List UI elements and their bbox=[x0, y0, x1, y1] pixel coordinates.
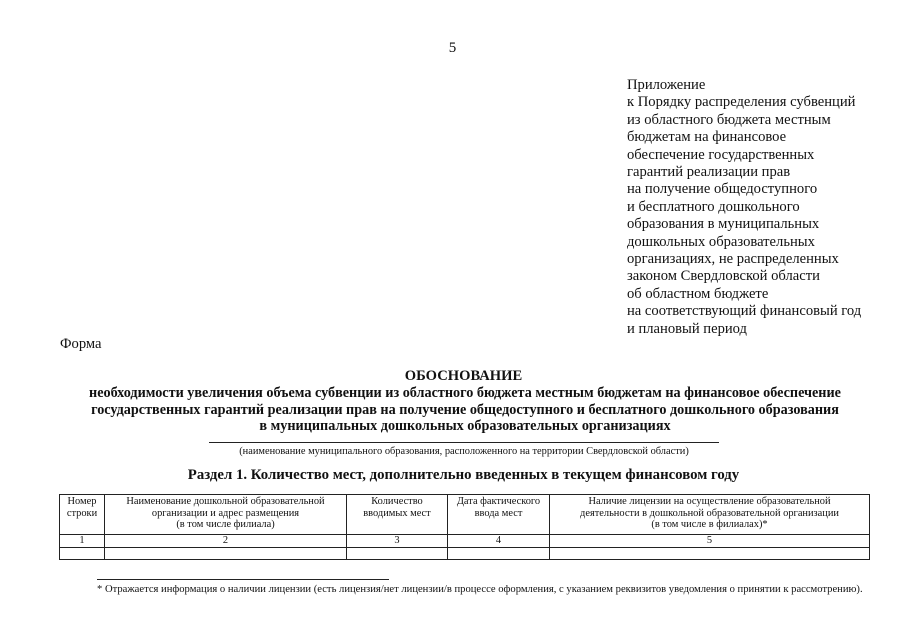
table-cell bbox=[448, 547, 550, 559]
subtitle-line: государственных гарантий реализации прав на получение общедоступного и бесплатного дошкольного образования bbox=[91, 401, 839, 418]
footnote: * Отражается информация о наличии лицензии (есть лицензия/нет лицензии/в процессе оформления, с указанием реквизитов уведомления о принятии к рассмотрению). bbox=[97, 584, 863, 595]
appendix-line: организациях, не распределенных bbox=[627, 251, 839, 268]
table-cell bbox=[60, 547, 105, 559]
header-row-number: Номер строки bbox=[60, 495, 105, 535]
form-label: Форма bbox=[60, 336, 102, 352]
header-organization: Наименование дошкольной образовательной организации и адрес размещения (в том числе филиала) bbox=[105, 495, 347, 535]
appendix-line: гарантий реализации прав bbox=[627, 164, 791, 181]
places-table bbox=[59, 494, 870, 560]
appendix-line: Приложение bbox=[627, 77, 706, 93]
appendix-line: и бесплатного дошкольного bbox=[627, 198, 800, 215]
footnote-separator bbox=[97, 579, 389, 580]
appendix-line: на соответствующий финансовый год bbox=[627, 303, 862, 320]
column-number: 1 bbox=[60, 535, 105, 548]
page-number: 5 bbox=[448, 40, 457, 56]
subtitle-line: необходимости увеличения объема субвенции из областного бюджета местным бюджетам на финансовое обеспечение bbox=[89, 385, 841, 401]
table-row bbox=[60, 547, 870, 559]
appendix-line: законом Свердловской области bbox=[627, 268, 820, 285]
appendix-line: бюджетам на финансовое bbox=[627, 129, 787, 146]
appendix-line: и плановый период bbox=[627, 320, 747, 337]
appendix-line: на получение общедоступного bbox=[627, 181, 818, 198]
column-number: 4 bbox=[448, 535, 550, 548]
subtitle-line: в муниципальных дошкольных образовательных организациях bbox=[259, 418, 671, 435]
column-number-row bbox=[60, 535, 870, 548]
appendix-line: об областном бюджете bbox=[627, 285, 769, 302]
section-title: Раздел 1. Количество мест, дополнительно введенных в текущем финансовом году bbox=[187, 467, 740, 483]
document-subtitle bbox=[40, 385, 890, 435]
table-cell bbox=[105, 547, 347, 559]
column-number: 3 bbox=[347, 535, 448, 548]
table-cell bbox=[550, 547, 870, 559]
municipality-name-caption: (наименование муниципального образования, расположенного на территории Свердловской области) bbox=[239, 446, 689, 457]
appendix-line: дошкольных образовательных bbox=[627, 233, 815, 250]
header-places-count: Количество вводимых мест bbox=[347, 495, 448, 535]
column-number: 5 bbox=[550, 535, 870, 548]
appendix-line: к Порядку распределения субвенций bbox=[627, 94, 856, 111]
appendix-line: из областного бюджета местным bbox=[627, 111, 831, 128]
header-actual-date: Дата фактического ввода мест bbox=[448, 495, 550, 535]
table-cell bbox=[347, 547, 448, 559]
header-license: Наличие лицензии на осуществление образовательной деятельности в дошкольной образовательной организации (в том числе в филиалах)* bbox=[550, 495, 870, 535]
document-title: ОБОСНОВАНИЕ bbox=[404, 368, 523, 384]
appendix-line: образования в муниципальных bbox=[627, 216, 820, 233]
municipality-name-field bbox=[209, 442, 719, 443]
appendix-block bbox=[627, 77, 897, 338]
column-number: 2 bbox=[105, 535, 347, 548]
appendix-line: обеспечение государственных bbox=[627, 146, 815, 163]
table-header-row bbox=[60, 495, 870, 535]
